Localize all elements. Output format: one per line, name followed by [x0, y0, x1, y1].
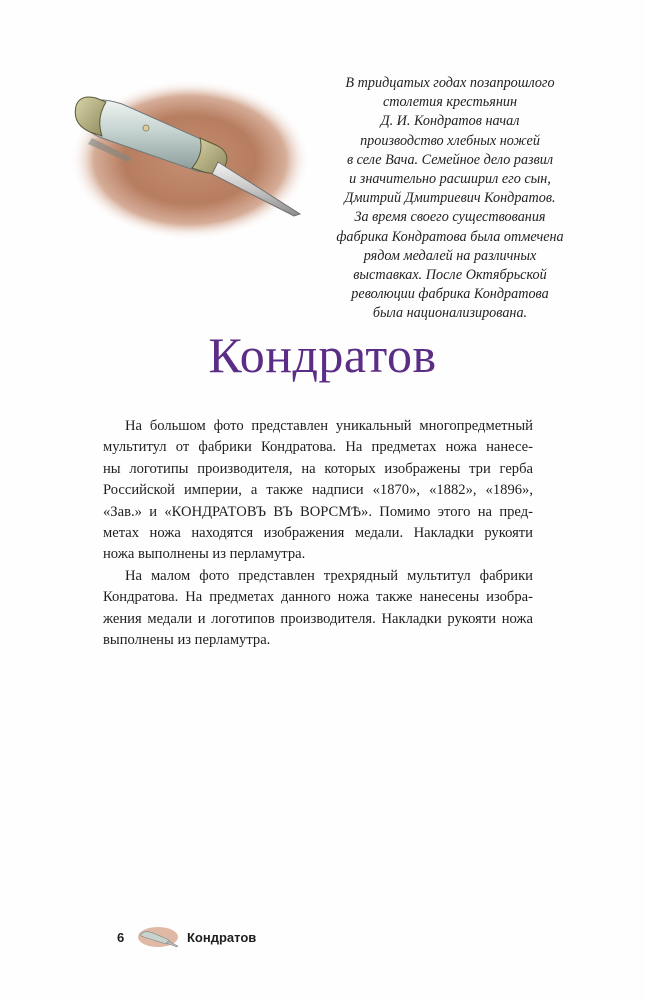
body-text: [103, 416, 533, 651]
intro-line: была национализирована.: [372, 305, 528, 322]
footer-title: Кондратов: [187, 929, 257, 945]
body-line: метах ножа находятся изображения медали. Накладки рукояти: [103, 525, 533, 542]
intro-line: в селе Вача. Семейное дело развил: [346, 151, 554, 168]
knife-icon: [137, 926, 179, 948]
intro-line: выставках. После Октябрьской: [353, 267, 547, 284]
chapter-title: Кондратов: [208, 327, 437, 383]
intro-line: Дмитрий Дмитриевич Кондратов.: [344, 190, 556, 207]
intro-line: В тридцатых годах позапрошлого: [345, 75, 555, 91]
body-line: На малом фото представлен трехрядный мультитул фабрики: [125, 567, 533, 584]
paragraph-1: [103, 416, 533, 566]
knife-illustration: [62, 78, 312, 243]
body-line: «Зав.» и «КОНДРАТОВЪ ВЪ ВОРСМѢ». Помимо этого на пред-: [103, 503, 533, 520]
intro-line: производство хлебных ножей: [360, 132, 540, 149]
body-line: На большом фото представлен уникальный многопредметный: [125, 418, 533, 434]
body-line: мультитул от фабрики Кондратова. На предметах ножа нанесе-: [103, 439, 533, 456]
page-number: 6: [117, 929, 125, 945]
paragraph-2: [103, 566, 533, 652]
body-line: ны логотипы производителя, на которых изображены три герба: [103, 460, 533, 477]
body-line: Российской империи, а также надписи «1870», «1882», «1896»,: [103, 482, 533, 499]
intro-line: революции фабрика Кондратова: [351, 286, 549, 303]
body-line: ножа выполнены из перламутра.: [103, 546, 306, 563]
knife-rivet: [143, 125, 149, 131]
intro-line: фабрика Кондратова была отмечена: [336, 228, 564, 245]
intro-line: столетия крестьянин: [382, 94, 518, 111]
page-footer: [117, 925, 256, 949]
body-line: Кондратова. На предметах данного ножа также нанесены изобра-: [103, 589, 533, 606]
intro-line: За время своего существования: [354, 209, 546, 226]
body-line: жения медали и логотипов производителя. Накладки рукояти ножа: [103, 610, 533, 627]
intro-line: Д. И. Кондратов начал: [380, 113, 520, 130]
intro-text: [300, 74, 600, 324]
intro-line: и значительно расширил его сын,: [349, 171, 551, 188]
intro-line: рядом медалей на различных: [363, 247, 537, 264]
knife-photo: [62, 78, 312, 243]
body-line: выполнены из перламутра.: [103, 632, 271, 649]
